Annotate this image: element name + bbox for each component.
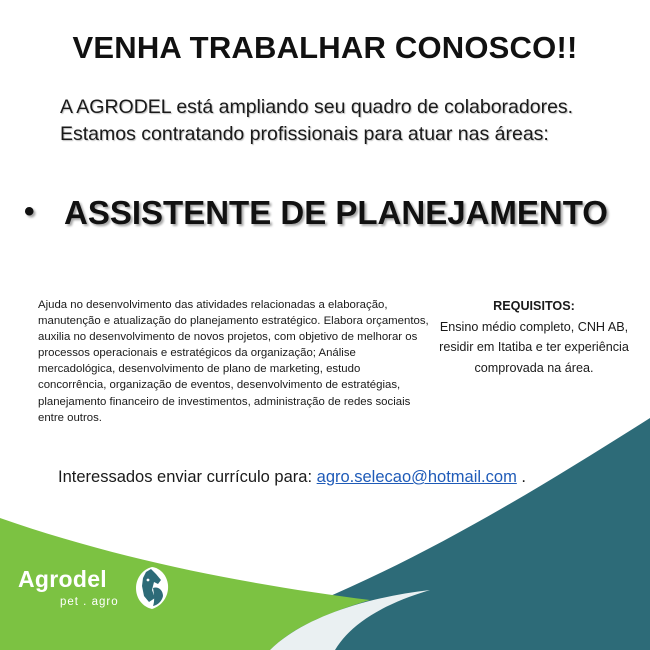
intro-text [60, 94, 640, 148]
requirements-text: Ensino médio completo, CNH AB, residir em Itatiba e ter experiência comprovada na área. [439, 319, 629, 375]
requirements-title: REQUISITOS: [493, 299, 575, 313]
page-headline: VENHA TRABALHAR CONOSCO!! [72, 30, 578, 65]
agrodel-logo [18, 566, 178, 618]
position-item [24, 194, 644, 232]
email-link[interactable]: agro.selecao@hotmail.com [316, 468, 517, 486]
contact-line [58, 468, 638, 487]
logo-name: Agrodel [18, 566, 107, 592]
position-title: ASSISTENTE DE PLANEJAMENTO [64, 194, 608, 231]
contact-prefix: Interessados enviar currículo para: [58, 468, 313, 486]
requirements-box [434, 296, 634, 378]
intro-line-1: A AGRODEL está ampliando seu quadro de colaboradores. [60, 96, 574, 118]
job-description: Ajuda no desenvolvimento das atividades relacionadas a elaboração, manutenção e atualização do planejamento estratégico. Elabora orçamentos, auxilia no desenvolvimento de novos projetos, com objetivo de melhorar os processos operacionais e estratégicos da organização; Análise mercadológica, desenvolvimento de plano de marketing, estudo concorrência, organização de eventos, desenvolvimento de estratégias, planejamento financeiro de investimentos, administração de redes sociais entre outros. [38, 299, 429, 424]
intro-line-2: Estamos contratando profissionais para atuar nas áreas: [60, 123, 549, 145]
contact-suffix: . [516, 468, 526, 486]
bullet-icon: • [24, 195, 35, 228]
logo-tagline: pet . agro [60, 596, 119, 608]
dog-horse-silhouette-icon [134, 566, 170, 610]
